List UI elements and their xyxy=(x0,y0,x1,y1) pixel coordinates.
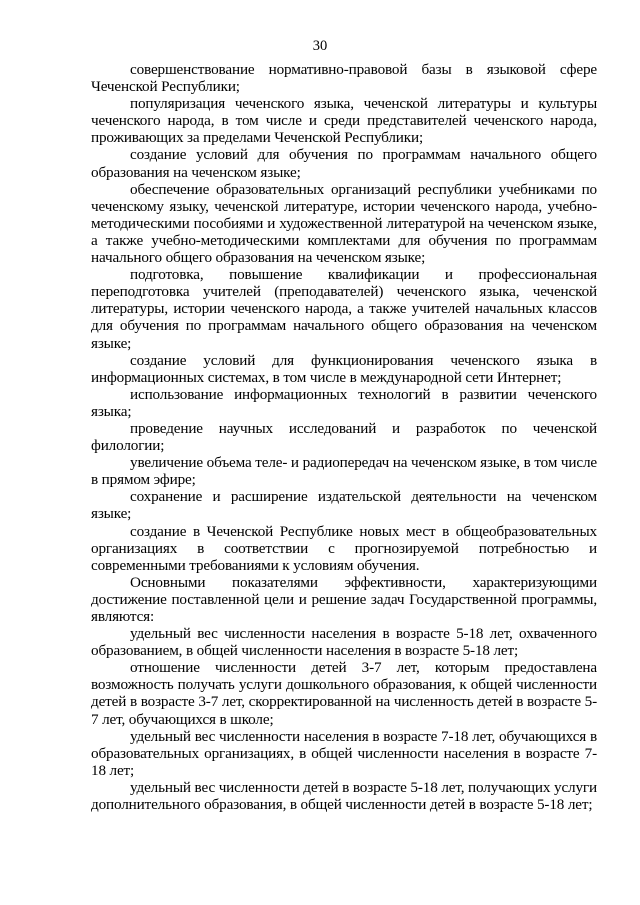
paragraph: удельный вес численности населения в возрасте 5-18 лет, охваченного образованием, в общей численности населения в возрасте 5-18 лет; xyxy=(91,625,597,660)
paragraph: совершенствование нормативно-правовой базы в языковой сфере Чеченской Республики; xyxy=(91,61,597,96)
paragraph: обеспечение образовательных организаций республики учебниками по чеченскому языку, чеченской литературе, истории чеченского народа, учебно-методическими пособиями и художественной литературой на чеченском языке, а также учебно-методическими комплектами для обучения по программам начального общего образования на чеченском языке; xyxy=(91,180,597,267)
paragraph: популяризация чеченского языка, чеченской литературы и культуры чеченского народа, в том числе и среди представителей чеченского народа, проживающих за пределами Чеченской Республики; xyxy=(91,95,597,147)
paragraph: проведение научных исследований и разработок по чеченской филологии; xyxy=(91,419,597,455)
paragraph: удельный вес численности населения в возрасте 7-18 лет, обучающихся в образовательных организациях, в общей численности населения в возрасте 7-18 лет; xyxy=(91,727,597,779)
paragraph: создание условий для обучения по программам начального общего образования на чеченском языке; xyxy=(91,146,597,181)
page-number: 30 xyxy=(312,38,328,54)
paragraph: подготовка, повышение квалификации и профессиональная переподготовка учителей (преподавателей) чеченского языка, чеченской литературы, истории чеченского народа, а также учителей начальных классов для обучения по программам начального общего образования на чеченском языке; xyxy=(91,266,597,352)
paragraph: использование информационных технологий в развитии чеченского языка; xyxy=(91,385,597,420)
paragraph: увеличение объема теле- и радиопередач на чеченском языке, в том числе в прямом эфире; xyxy=(91,454,597,489)
paragraph: Основными показателями эффективности, характеризующими достижение поставленной цели и решение задач Государственной программы, являются: xyxy=(91,573,597,625)
paragraph: создание в Чеченской Республике новых мест в общеобразовательных организациях в соответствии с прогнозируемой потребностью и современными требованиями к условиям обучения. xyxy=(91,522,597,574)
paragraph: удельный вес численности детей в возрасте 5-18 лет, получающих услуги дополнительного образования, в общей численности детей в возрасте 5-18 лет; xyxy=(91,778,597,814)
paragraph: создание условий для функционирования чеченского языка в информационных системах, в том числе в международной сети Интернет; xyxy=(91,351,597,386)
paragraph: сохранение и расширение издательской деятельности на чеченском языке; xyxy=(91,488,597,523)
document-body xyxy=(91,61,597,813)
paragraph: отношение численности детей 3-7 лет, которым предоставлена возможность получать услуги дошкольного образования, к общей численности детей в возрасте 3-7 лет, скорректированной на численность детей в возрасте 5-7 лет, обучающихся в школе; xyxy=(91,659,597,728)
